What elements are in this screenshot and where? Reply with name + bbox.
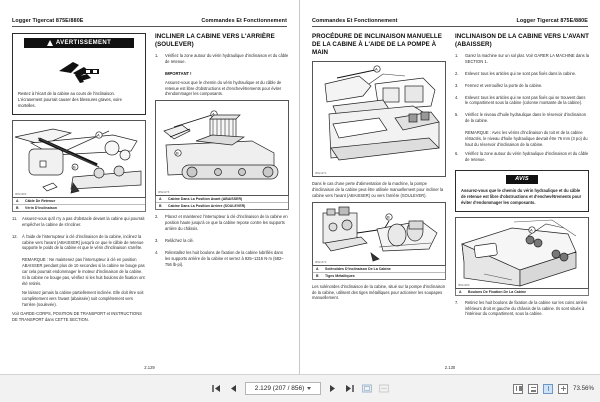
cross-reference-text: Voir GARDE-CORPS, POSITION DE TRANSPORT et INSTRUCTIONS DE TRANSPORT dans CETTE SECTION. [12,310,142,322]
figure-legend [12,198,146,212]
list-text: Enlevez tous les articles qui ne sont pas fixés qui se trouvent dans le compartiment sous la cabine (colonne montante de la cabine). [465,94,586,106]
list-number: 5. [455,112,459,118]
figure-excavator-cab [312,61,446,177]
page-folio: 2.129 [144,365,155,370]
list-item [455,71,589,80]
section-heading: PROCÉDURE DE INCLINAISON MANUELLE DE LA CABINE À L'AIDE DE LA POMPE À MAIN [312,33,442,56]
list-number: 2. [155,214,159,220]
chevron-down-icon[interactable] [307,387,311,390]
figure-legend [155,196,289,210]
two-page-scroll-view-icon[interactable] [558,384,568,394]
legend-label: Boulons De Fixation De La Cabine [468,289,527,294]
notice-text: Assurez-vous que le chemin du vérin hydraulique et du câble de retenue est libre d'obstructions et d'enchevêtrements pour éviter d'endommager les composants. [461,187,582,205]
svg-text:A: A [212,112,215,118]
zoom-level-label: 73.56% [573,385,594,392]
list-text: Placez et maintenez l'interrupteur à clé d'inclinaison de la cabine en position haute jusqu'à ce que la cabine repose contre les supports arrière du châssis. [165,214,288,232]
warning-text: Restez à l'écart de la cabine au cours de l'inclinaison. L'écrasement pourrait causer des blessures graves, voire mortelles. [18,91,122,108]
figure-code: 0PE1071 [315,171,327,175]
legend-label: Vérin D'inclinaison [25,205,58,210]
left-page-column-1 [12,33,146,363]
page-left [0,0,300,374]
section-heading: INCLINER LA CABINE VERS L'ARRIÈRE (SOULEVER) [155,33,275,48]
legend-key: A [16,198,19,203]
list-text: Fermez et verrouillez la porte de la cabine. [465,82,543,88]
next-page-icon[interactable] [327,383,338,394]
legend-label: Tiges Métalliques [325,273,355,278]
list-text: Vérifiez la zone autour du vérin hydraulique d'inclinaison et du câble de retenue. [165,52,289,64]
list-number: 4. [455,94,459,100]
list-number: 6. [455,151,459,157]
list-item [455,95,589,110]
svg-text:B: B [176,151,179,157]
figure-cab-mounting-bolts [455,217,589,289]
list-number: 7. [455,299,459,305]
page-number-field[interactable] [245,382,321,395]
figure-illustration [13,121,145,197]
running-head-title: Logger Tigercat 875E/880E [12,18,84,24]
list-number: 1. [455,52,459,58]
two-page-view-icon[interactable] [543,384,553,394]
left-page-column-2 [155,33,289,363]
continuous-page-view-icon[interactable] [528,384,538,394]
legend-key: A [459,289,462,294]
viewer-toolbar [0,374,600,402]
figure-code: 0PE1076 [158,191,170,195]
figure-legend [455,289,589,296]
page-folio: 2.130 [444,365,456,370]
list-item [455,112,589,127]
figure-legend [312,266,446,280]
list-number: 2. [455,70,459,76]
important-text: Assurez-vous que le chemin du vérin hydraulique et du câble de retenue est libre d'obstructions et d'enchevêtrements pour éviter d'endommager les composants. [165,79,282,97]
legend-key: B [316,273,319,278]
page-right [300,0,600,374]
list-number: 12. [12,233,18,239]
list-item [155,250,289,271]
figure-illustration [313,203,445,265]
legend-key: B [159,204,162,209]
running-head-section: Commandes Et Fonctionnement [201,18,287,24]
figure-code: 0PE1072 [315,260,327,264]
warning-label: AVERTISSEMENT [55,40,112,46]
warning-triangle-icon [47,40,53,46]
remark-text-2: Ne laissez jamais la cabine partiellement inclinée. Elle doit être soit complètement vers l'avant (abaissée) soit complètement vers l'arrière (soulevée). [22,289,144,307]
figure-code: 0PE1080 [458,283,470,287]
list-item [12,234,146,255]
notice-box [455,170,589,212]
list-number: 3. [155,238,159,244]
pager-controls [211,382,389,395]
list-text: Relâchez la clé. [165,238,194,244]
list-number: 1. [155,52,159,58]
svg-text:A: A [97,132,100,138]
running-head-section: Commandes Et Fonctionnement [312,18,398,24]
warning-banner [24,38,134,48]
figure-illustration [456,218,588,288]
list-text: Vérifiez la zone autour du vérin hydraulique d'inclinaison et du câble de retenue. [465,151,589,162]
list-text: Enlevez tous les articles qui ne sont pas fixés dans la cabine. [465,70,577,76]
important-label: IMPORTANT ! [165,70,192,76]
right-page-column-2 [455,33,589,363]
right-page-column-1 [312,33,446,363]
svg-text:A: A [375,66,378,72]
legend-row [13,198,145,205]
legend-row [313,273,445,279]
fit-width-icon[interactable] [378,383,389,394]
list-item [155,214,289,235]
remark-text: REMARQUE : Avec les vérins d'inclinaison du toit et de la cabine rétractés, le niveau d'huile hydraulique devrait être 76 mm (3 po) du haut du réservoir d'inclinaison de la cabine. [465,130,588,148]
list-item [455,300,589,321]
legend-label: Cabine Dans La Position Arrière (SOULEVER) [168,204,246,209]
figure-cab-tilt-cylinder [12,120,146,198]
legend-label: Cabine Dans La Position Avant (ABAISSER) [168,197,243,202]
legend-key: A [159,197,162,202]
running-head-title: Logger Tigercat 875E/880E [516,18,588,24]
list-item [155,238,289,247]
list-item [455,83,589,92]
fit-page-icon[interactable] [361,383,372,394]
last-page-icon[interactable] [344,383,355,394]
list-item [455,151,589,166]
list-text: À l'aide de l'interrupteur à clé d'inclinaison de la cabine, inclinez la cabine vers l'avant (ABAISSER) jusqu'à ce que le câble de retenue supporte le poids de la cabine et que le vérin d'inclinaison s'arrête. [22,233,144,251]
svg-text:B: B [387,214,390,220]
figure-illustration [313,62,445,176]
warning-box [12,33,146,115]
legend-row [13,205,145,211]
section-heading: INCLINAISON DE LA CABINE VERS L'AVANT (ABAISSER) [455,33,589,48]
legend-key: B [16,205,19,210]
page-number-value: 2.129 (207 / 856) [254,385,305,392]
list-item [455,53,589,68]
figure-tilt-pump-solenoids [312,202,446,266]
list-item [155,53,289,68]
legend-label: Câble De Retenue [25,198,56,203]
list-text: Réinstallez les huit boulons de fixation de la cabine lubrifiés dans les supports arrière de la cabine et serrez à 925–1316 N·m (682–756 lb-pi). [165,250,284,267]
list-number: 11. [12,215,18,221]
legend-row [156,203,288,209]
figure-illustration [156,101,288,195]
body-text-2: Les solénoïdes d'inclinaison de la cabine, situé sur la pompe d'inclinaison de la cabine, utilisent des tiges métalliques pour actionner les soupapes manuellement. [312,283,446,301]
list-item [12,216,146,231]
figure-code: 0PE1083 [15,192,27,196]
svg-text:A: A [530,227,533,233]
list-text: Garez la machine sur un sol plat. Voir GARER LA MACHINE dans la SECTION 1. [465,52,590,64]
figure-cab-positions [155,100,289,196]
left-page-columns [12,33,287,363]
legend-label: Solénoïdes D'Inclinaison De La Cabine [325,266,391,271]
list-text: Assurez-vous qu'il n'y a pas d'obstacle devant la cabine qui pourrait empêcher la cabine de s'incliner. [22,215,145,227]
running-head-left-page [12,18,287,27]
list-number: 3. [455,82,459,88]
list-number: 4. [155,250,159,256]
running-head-right-page [312,18,588,27]
first-page-icon[interactable] [211,383,222,394]
svg-text:B: B [73,164,76,170]
single-page-view-icon[interactable] [513,384,523,394]
warning-pictogram [18,52,140,88]
notice-banner: AVIS [506,175,538,184]
body-text: Dans le cas d'une perte d'alimentation de la machine, la pompe d'inclinaison de la cabine peut être utilisée manuellement pour incliner la cabine vers l'avant (ABAISSER) ou vers l'arrière (SOULEVER). [312,180,444,198]
view-mode-controls [513,384,594,394]
list-text: Vérifiez le niveau d'huile hydraulique dans le réservoir d'inclinaison de la cabine. [465,112,587,124]
legend-row [313,266,445,273]
legend-row [156,196,288,203]
right-page-columns [312,33,588,363]
previous-page-icon[interactable] [228,383,239,394]
list-text: Retirez les huit boulons de fixation de la cabine sur les coins arrière inférieurs droit et gauche du châssis de la cabine. Ils sont situés à l'intérieur du compartiment, sous la cabine. [465,299,588,317]
crush-hazard-icon [53,53,105,87]
legend-row [456,289,588,295]
legend-key: A [316,266,319,271]
remark-text: REMARQUE : Ne maintenez pas l'interrupteur à clé en position ABAISSER pendant plus de 10 secondes si la cabine ne bouge pas car cela pourrait endommager le moteur d'inclinaison de la cabine. Si la cabine ne bouge pas, vérifiez si les huit boulons de fixation ont été retirés. [22,257,145,287]
